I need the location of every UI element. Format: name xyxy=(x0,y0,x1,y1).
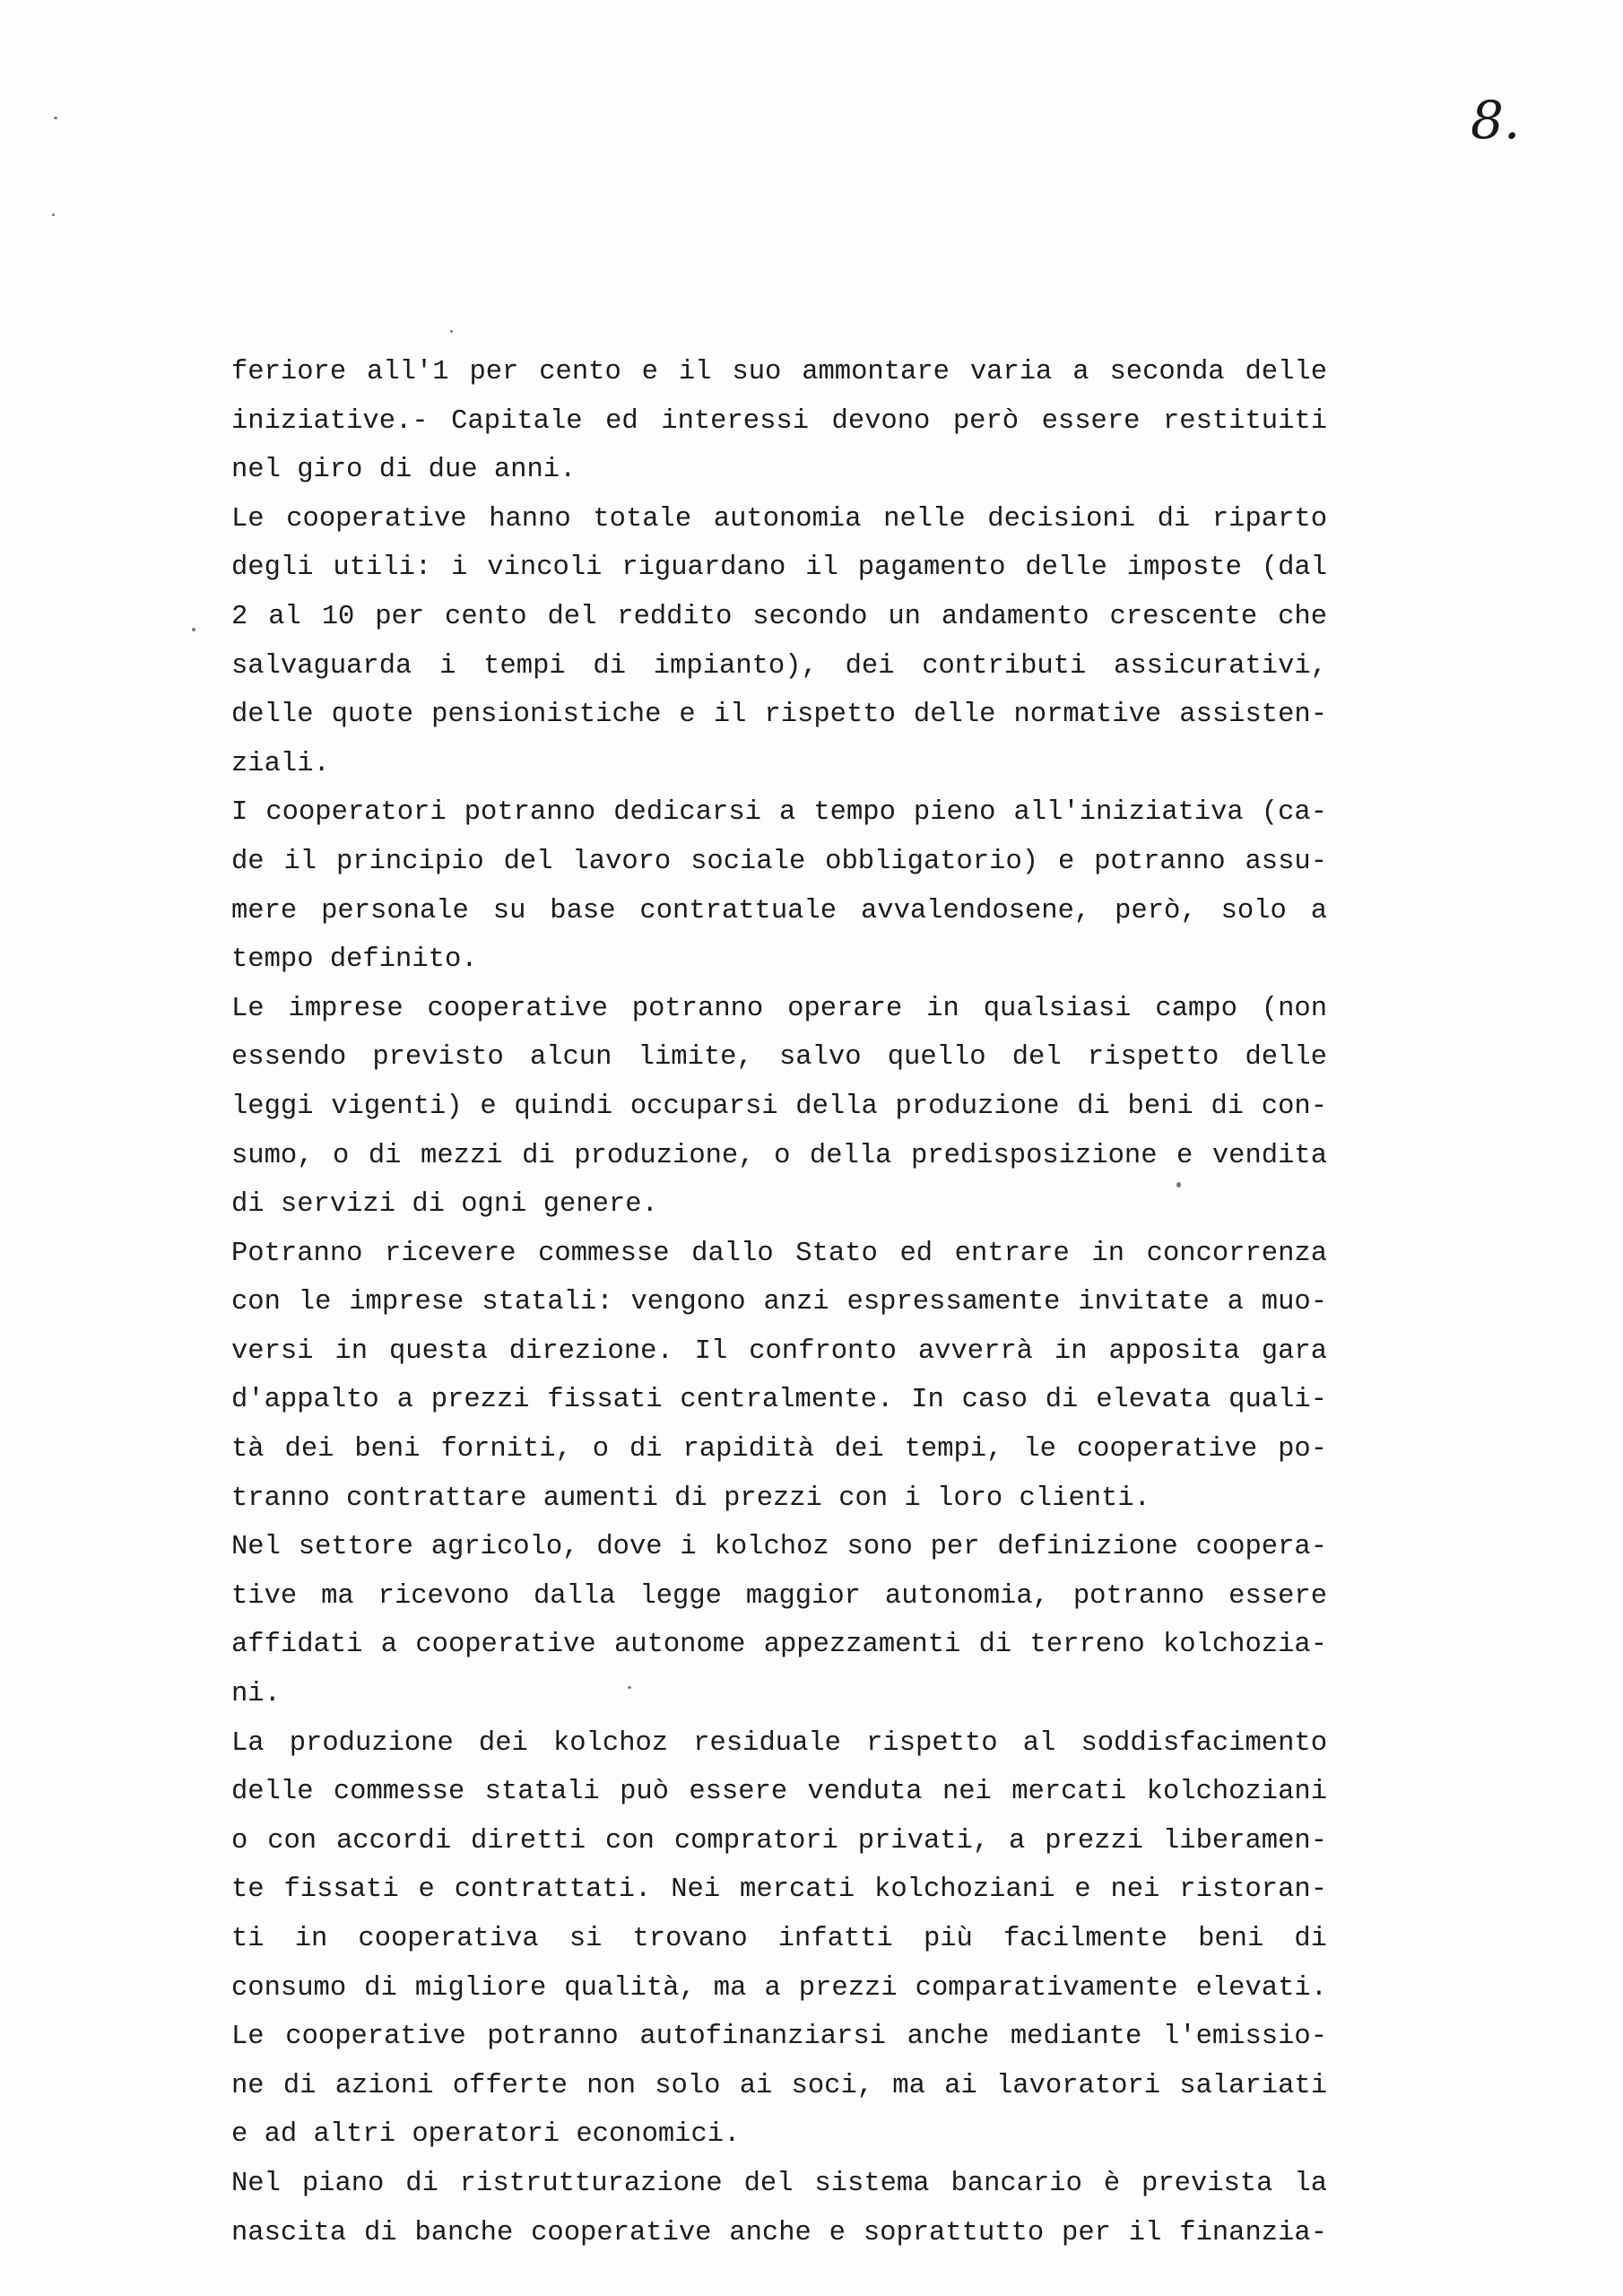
text-line: versi in questa direzione. Il confronto avverrà in apposita gara xyxy=(231,1335,1327,1367)
body-text xyxy=(231,348,1327,2257)
text-line: mere personale su base contrattuale avvalendosene, però, solo a xyxy=(231,895,1327,926)
text-line: tempo definito. xyxy=(231,944,478,976)
text-line: Le cooperative potranno autofinanziarsi anche mediante l'emissio- xyxy=(231,2022,1327,2053)
text-line: consumo di migliore qualità, ma a prezzi comparativamente elevati. xyxy=(231,1972,1327,2004)
text-line: Le cooperative hanno totale autonomia nelle decisioni di riparto xyxy=(231,503,1327,535)
text-line: feriore all'1 per cento e il suo ammontare varia a seconda delle xyxy=(231,357,1327,387)
text-line: Nel piano di ristrutturazione del sistema bancario è prevista la xyxy=(231,2168,1327,2199)
text-line: delle commesse statali può essere venduta nei mercati kolchoziani xyxy=(231,1777,1327,1808)
text-line: con le imprese statali: vengono anzi espressamente invitate a muo- xyxy=(231,1287,1327,1318)
text-line: ne di azioni offerte non solo ai soci, ma ai lavoratori salariati xyxy=(231,2070,1327,2101)
text-line: e ad altri operatori economici. xyxy=(231,2119,741,2151)
scan-speck xyxy=(1176,1182,1181,1187)
text-line: te fissati e contrattati. Nei mercati kolchoziani e nei ristoran- xyxy=(231,1874,1327,1906)
text-line: salvaguarda i tempi di impianto), dei contributi assicurativi, xyxy=(231,650,1327,682)
text-line: d'appalto a prezzi fissati centralmente. In caso di elevata quali- xyxy=(231,1385,1327,1416)
text-line: Nel settore agricolo, dove i kolchoz sono per definizione coopera- xyxy=(231,1532,1327,1563)
text-line: delle quote pensionistiche e il rispetto delle normative assisten- xyxy=(231,700,1327,731)
text-line: Potranno ricevere commesse dallo Stato ed entrare in concorrenza xyxy=(231,1238,1327,1269)
text-line: di servizi di ogni genere. xyxy=(231,1189,658,1221)
text-line: de il principio del lavoro sociale obbligatorio) e potranno assu- xyxy=(231,846,1327,877)
text-line: 2 al 10 per cento del reddito secondo un andamento crescente che xyxy=(231,601,1327,632)
text-line: o con accordi diretti con compratori privati, a prezzi liberamen- xyxy=(231,1825,1327,1857)
scan-speck xyxy=(54,117,57,119)
text-line: affidati a cooperative autonome appezzamenti di terreno kolchozia- xyxy=(231,1630,1327,1661)
text-line: ziali. xyxy=(231,748,330,779)
scan-speck xyxy=(192,628,195,631)
text-line: I cooperatori potranno dedicarsi a tempo pieno all'iniziativa (ca- xyxy=(231,797,1327,829)
text-line: ti in cooperativa si trovano infatti più facilmente beni di xyxy=(231,1924,1327,1954)
text-line: nel giro di due anni. xyxy=(231,455,577,486)
scan-speck xyxy=(628,1686,631,1689)
text-line: La produzione dei kolchoz residuale rispetto al soddisfacimento xyxy=(231,1727,1327,1759)
scan-speck xyxy=(52,213,55,216)
text-line: tranno contrattare aumenti di prezzi con i loro clienti. xyxy=(231,1483,1150,1514)
text-line: sumo, o di mezzi di produzione, o della predisposizione e vendita xyxy=(231,1140,1327,1171)
text-line: Le imprese cooperative potranno operare in qualsiasi campo (non xyxy=(231,993,1327,1024)
text-line: leggi vigenti) e quindi occuparsi della produzione di beni di con- xyxy=(231,1091,1327,1122)
text-line: degli utili: i vincoli riguardano il pagamento delle imposte (dal xyxy=(231,552,1327,584)
scan-speck xyxy=(450,330,453,333)
text-line: iniziative.- Capitale ed interessi devono però essere restituiti xyxy=(231,405,1327,437)
text-line: tive ma ricevono dalla legge maggior autonomia, potranno essere xyxy=(231,1580,1327,1612)
text-line: nascita di banche cooperative anche e soprattutto per il finanzia- xyxy=(231,2217,1327,2248)
page-number: 8. xyxy=(1471,90,1521,151)
text-line: ni. xyxy=(231,1679,281,1710)
text-line: tà dei beni forniti, o di rapidità dei tempi, le cooperative po- xyxy=(231,1434,1327,1465)
text-line: essendo previsto alcun limite, salvo quello del rispetto delle xyxy=(231,1042,1327,1074)
